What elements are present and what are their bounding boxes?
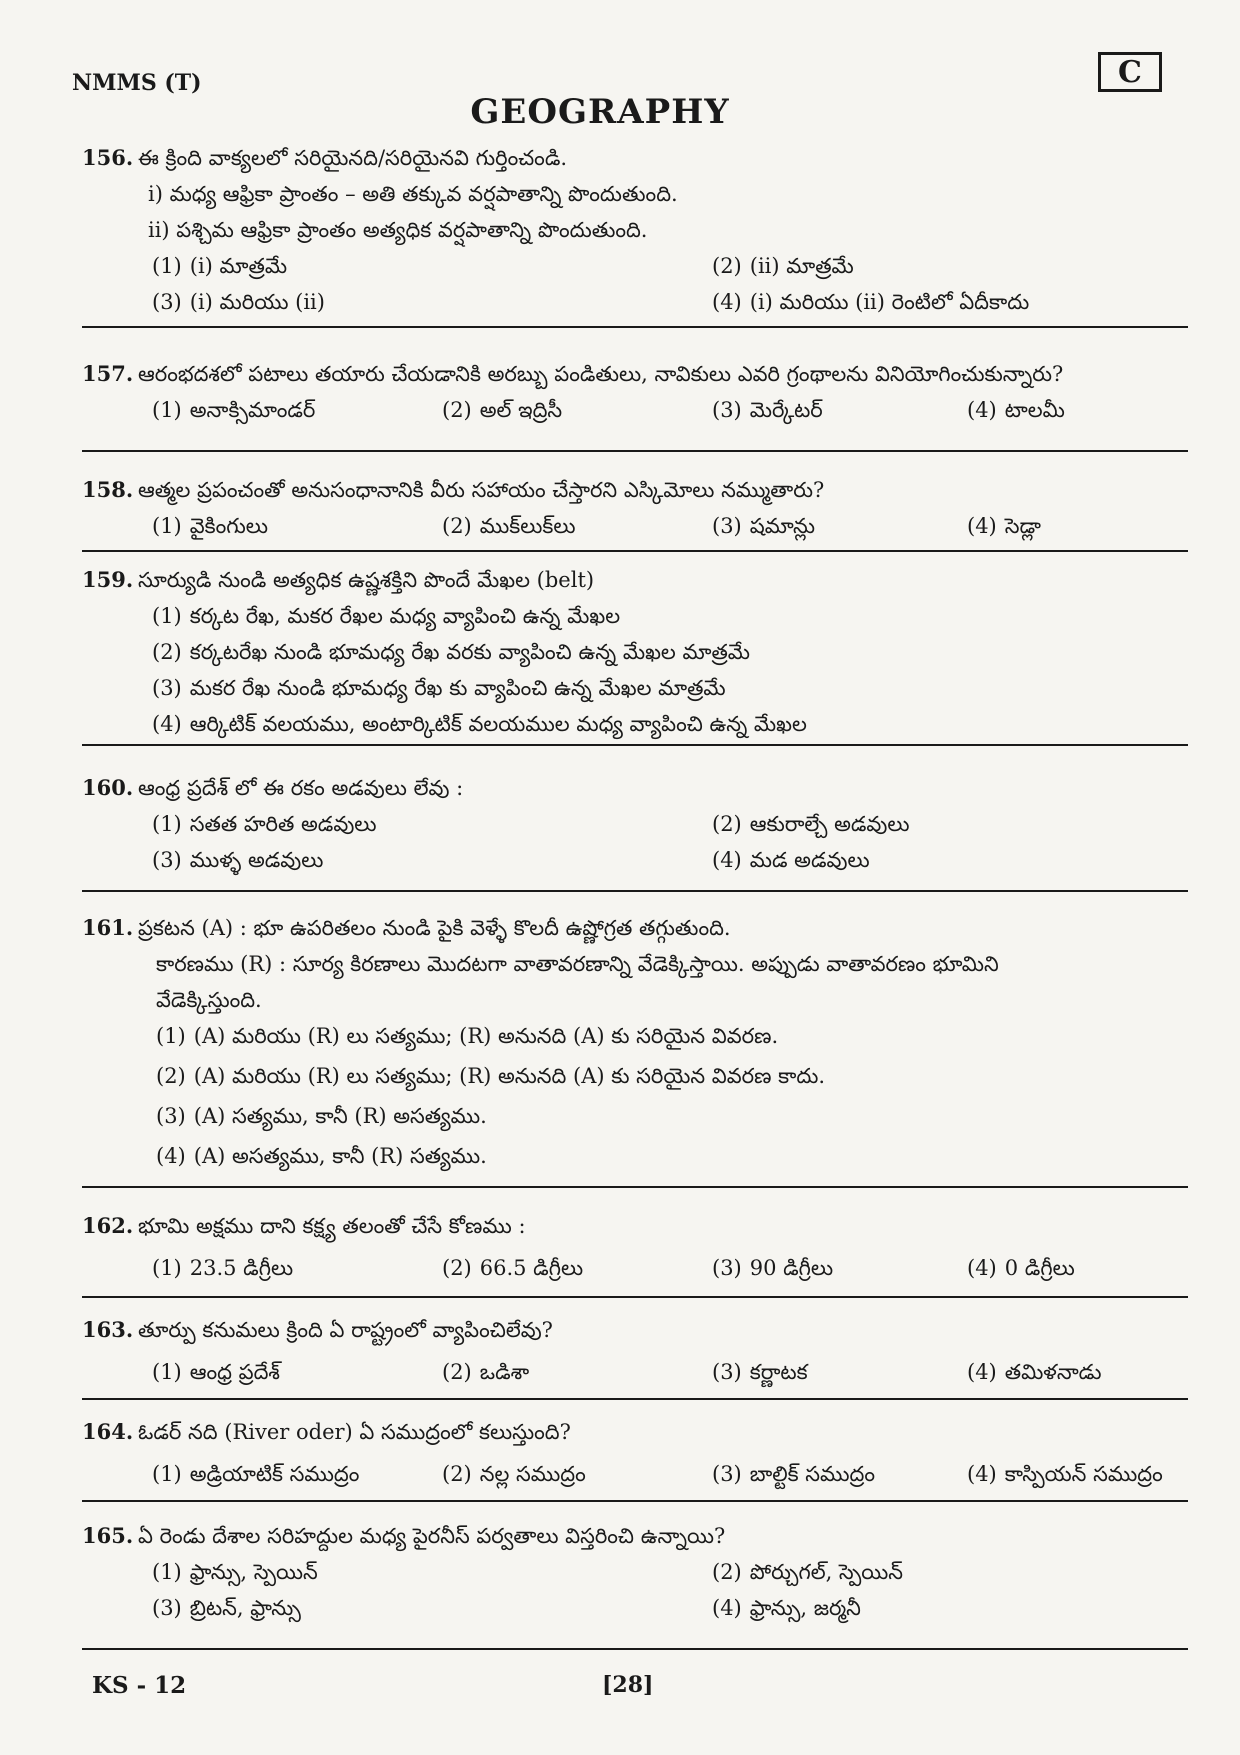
question-number: 158. bbox=[82, 477, 134, 502]
booklet-code-box: C bbox=[1098, 52, 1162, 92]
option-4[interactable]: (4) (A) అసత్యము, కానీ (R) సత్యము. bbox=[156, 1144, 487, 1168]
option-4[interactable]: (4) టాలమీ bbox=[967, 398, 1065, 422]
statement: i) మధ్య ఆఫ్రికా ప్రాంతం – అతి తక్కువ వర్షపాతాన్ని పొందుతుంది. bbox=[148, 182, 678, 206]
option-2[interactable]: (2) ముక్‌లుక్‌లు bbox=[442, 514, 576, 538]
divider bbox=[82, 1500, 1188, 1502]
question-157 bbox=[82, 356, 1188, 428]
question-156 bbox=[82, 140, 1188, 320]
statement: ii) పశ్చిమ ఆఫ్రికా ప్రాంతం అత్యధిక వర్షపాతాన్ని పొందుతుంది. bbox=[148, 218, 648, 242]
question-stem: తూర్పు కనుమలు క్రింది ఏ రాష్ట్రంలో వ్యాపించిలేవు? bbox=[138, 1318, 553, 1342]
divider bbox=[82, 550, 1188, 552]
option-2[interactable]: (2) (A) మరియు (R) లు సత్యము; (R) అనునది (A) కు సరియైన వివరణ కాదు. bbox=[156, 1064, 826, 1088]
question-stem: ఆత్మల ప్రపంచంతో అనుసంధానానికి వీరు సహాయం చేస్తారని ఎస్కిమోలు నమ్ముతారు? bbox=[138, 478, 825, 502]
divider bbox=[82, 1296, 1188, 1298]
question-161 bbox=[82, 910, 1188, 1174]
question-number: 160. bbox=[82, 775, 134, 800]
option-1[interactable]: (1) అడ్రియాటిక్ సముద్రం bbox=[152, 1462, 360, 1486]
option-1[interactable]: (1) కర్కట రేఖ, మకర రేఖల మధ్య వ్యాపించి ఉన్న మేఖల bbox=[152, 604, 621, 628]
question-164 bbox=[82, 1414, 1188, 1492]
question-stem: సూర్యుడి నుండి అత్యధిక ఉష్ణశక్తిని పొందే మేఖల (belt) bbox=[138, 568, 595, 592]
option-4[interactable]: (4) 0 డిగ్రీలు bbox=[967, 1256, 1075, 1280]
reason-text: వేడెక్కిస్తుంది. bbox=[156, 988, 262, 1012]
option-4[interactable]: (4) కాస్పియన్ సముద్రం bbox=[967, 1462, 1163, 1486]
divider bbox=[82, 1648, 1188, 1650]
option-2[interactable]: (2) కర్కటరేఖ నుండి భూమధ్య రేఖ వరకు వ్యాపించి ఉన్న మేఖల మాత్రమే bbox=[152, 640, 751, 664]
question-stem: ఆరంభదశలో పటాలు తయారు చేయడానికి అరబ్బు పండితులు, నావికులు ఎవరి గ్రంథాలను వినియోగించుకున్నారు? bbox=[138, 362, 1064, 386]
divider bbox=[82, 326, 1188, 328]
option-3[interactable]: (3) షమాన్లు bbox=[712, 514, 816, 538]
option-1[interactable]: (1) 23.5 డిగ్రీలు bbox=[152, 1256, 294, 1280]
question-number: 162. bbox=[82, 1213, 134, 1238]
reason-text: కారణము (R) : సూర్య కిరణాలు మొదటగా వాతావరణాన్ని వేడెక్కిస్తాయి. అప్పుడు వాతావరణం భూమిని bbox=[156, 952, 999, 976]
set-code: KS - 12 bbox=[92, 1672, 187, 1699]
question-158 bbox=[82, 472, 1188, 544]
question-number: 164. bbox=[82, 1419, 134, 1444]
option-2[interactable]: (2) (ii) మాత్రమే bbox=[712, 254, 854, 278]
question-number: 161. bbox=[82, 915, 134, 940]
question-stem: ఆంధ్ర ప్రదేశ్ లో ఈ రకం అడవులు లేవు : bbox=[138, 776, 464, 800]
divider bbox=[82, 890, 1188, 892]
option-3[interactable]: (3) మెర్కేటర్ bbox=[712, 398, 823, 422]
question-stem: ప్రకటన (A) : భూ ఉపరితలం నుండి పైకి వెళ్ళే కొలదీ ఉష్ణోగ్రత తగ్గుతుంది. bbox=[138, 916, 731, 940]
divider bbox=[82, 450, 1188, 452]
option-4[interactable]: (4) మడ అడవులు bbox=[712, 848, 870, 872]
question-159 bbox=[82, 562, 1188, 742]
option-1[interactable]: (1) అనాక్సిమాండర్ bbox=[152, 398, 316, 422]
option-4[interactable]: (4) ఫ్రాన్సు, జర్మనీ bbox=[712, 1596, 861, 1620]
exam-name: NMMS (T) bbox=[72, 70, 202, 96]
option-3[interactable]: (3) బాల్టిక్ సముద్రం bbox=[712, 1462, 875, 1486]
divider bbox=[82, 1398, 1188, 1400]
question-160 bbox=[82, 770, 1188, 878]
option-1[interactable]: (1) (A) మరియు (R) లు సత్యము; (R) అనునది (A) కు సరియైన వివరణ. bbox=[156, 1024, 779, 1048]
question-163 bbox=[82, 1312, 1188, 1390]
divider bbox=[82, 1186, 1188, 1188]
option-1[interactable]: (1) సతత హరిత అడవులు bbox=[152, 812, 377, 836]
question-162 bbox=[82, 1208, 1188, 1286]
option-2[interactable]: (2) 66.5 డిగ్రీలు bbox=[442, 1256, 584, 1280]
page-number: [28] bbox=[602, 1672, 654, 1698]
question-number: 165. bbox=[82, 1523, 134, 1548]
option-4[interactable]: (4) (i) మరియు (ii) రెంటిలో ఏదీకాదు bbox=[712, 290, 1030, 314]
question-stem: భూమి అక్షము దాని కక్ష్య తలంతో చేసే కోణము : bbox=[138, 1214, 526, 1238]
option-4[interactable]: (4) తమిళనాడు bbox=[967, 1360, 1102, 1384]
option-2[interactable]: (2) పోర్చుగల్, స్పెయిన్ bbox=[712, 1560, 904, 1584]
option-1[interactable]: (1) ఆంధ్ర ప్రదేశ్ bbox=[152, 1360, 280, 1384]
option-2[interactable]: (2) అల్ ఇద్రిసీ bbox=[442, 398, 563, 422]
question-number: 163. bbox=[82, 1317, 134, 1342]
option-3[interactable]: (3) 90 డిగ్రీలు bbox=[712, 1256, 834, 1280]
question-stem: ఓడర్ నది (River oder) ఏ సముద్రంలో కలుస్తుంది? bbox=[138, 1420, 571, 1444]
question-number: 156. bbox=[82, 145, 134, 170]
option-2[interactable]: (2) నల్ల సముద్రం bbox=[442, 1462, 586, 1486]
question-165 bbox=[82, 1518, 1188, 1626]
option-4[interactable]: (4) సెడ్లా bbox=[967, 514, 1041, 538]
option-3[interactable]: (3) ముళ్ళ అడవులు bbox=[152, 848, 324, 872]
option-2[interactable]: (2) ఆకురాల్చే అడవులు bbox=[712, 812, 910, 836]
question-stem: ఈ క్రింది వాక్యలలో సరియైనది/సరియైనవి గుర్తించండి. bbox=[138, 146, 568, 170]
option-3[interactable]: (3) (A) సత్యము, కానీ (R) అసత్యము. bbox=[156, 1104, 487, 1128]
question-stem: ఏ రెండు దేశాల సరిహద్దుల మధ్య పైరనీస్ పర్వతాలు విస్తరించి ఉన్నాయి? bbox=[138, 1524, 726, 1548]
option-4[interactable]: (4) ఆర్కిటిక్ వలయము, అంటార్కిటిక్ వలయముల మధ్య వ్యాపించి ఉన్న మేఖల bbox=[152, 712, 807, 736]
option-1[interactable]: (1) (i) మాత్రమే bbox=[152, 254, 288, 278]
divider bbox=[82, 744, 1188, 746]
option-3[interactable]: (3) (i) మరియు (ii) bbox=[152, 290, 325, 314]
subject-title: GEOGRAPHY bbox=[470, 92, 730, 132]
option-1[interactable]: (1) ఫ్రాన్సు, స్పెయిన్ bbox=[152, 1560, 318, 1584]
option-3[interactable]: (3) కర్ణాటక bbox=[712, 1360, 808, 1384]
question-number: 159. bbox=[82, 567, 134, 592]
question-number: 157. bbox=[82, 361, 134, 386]
option-1[interactable]: (1) వైకింగులు bbox=[152, 514, 268, 538]
option-3[interactable]: (3) మకర రేఖ నుండి భూమధ్య రేఖ కు వ్యాపించి ఉన్న మేఖల మాత్రమే bbox=[152, 676, 726, 700]
option-3[interactable]: (3) బ్రిటన్, ఫ్రాన్సు bbox=[152, 1596, 301, 1620]
option-2[interactable]: (2) ఒడిశా bbox=[442, 1360, 530, 1384]
